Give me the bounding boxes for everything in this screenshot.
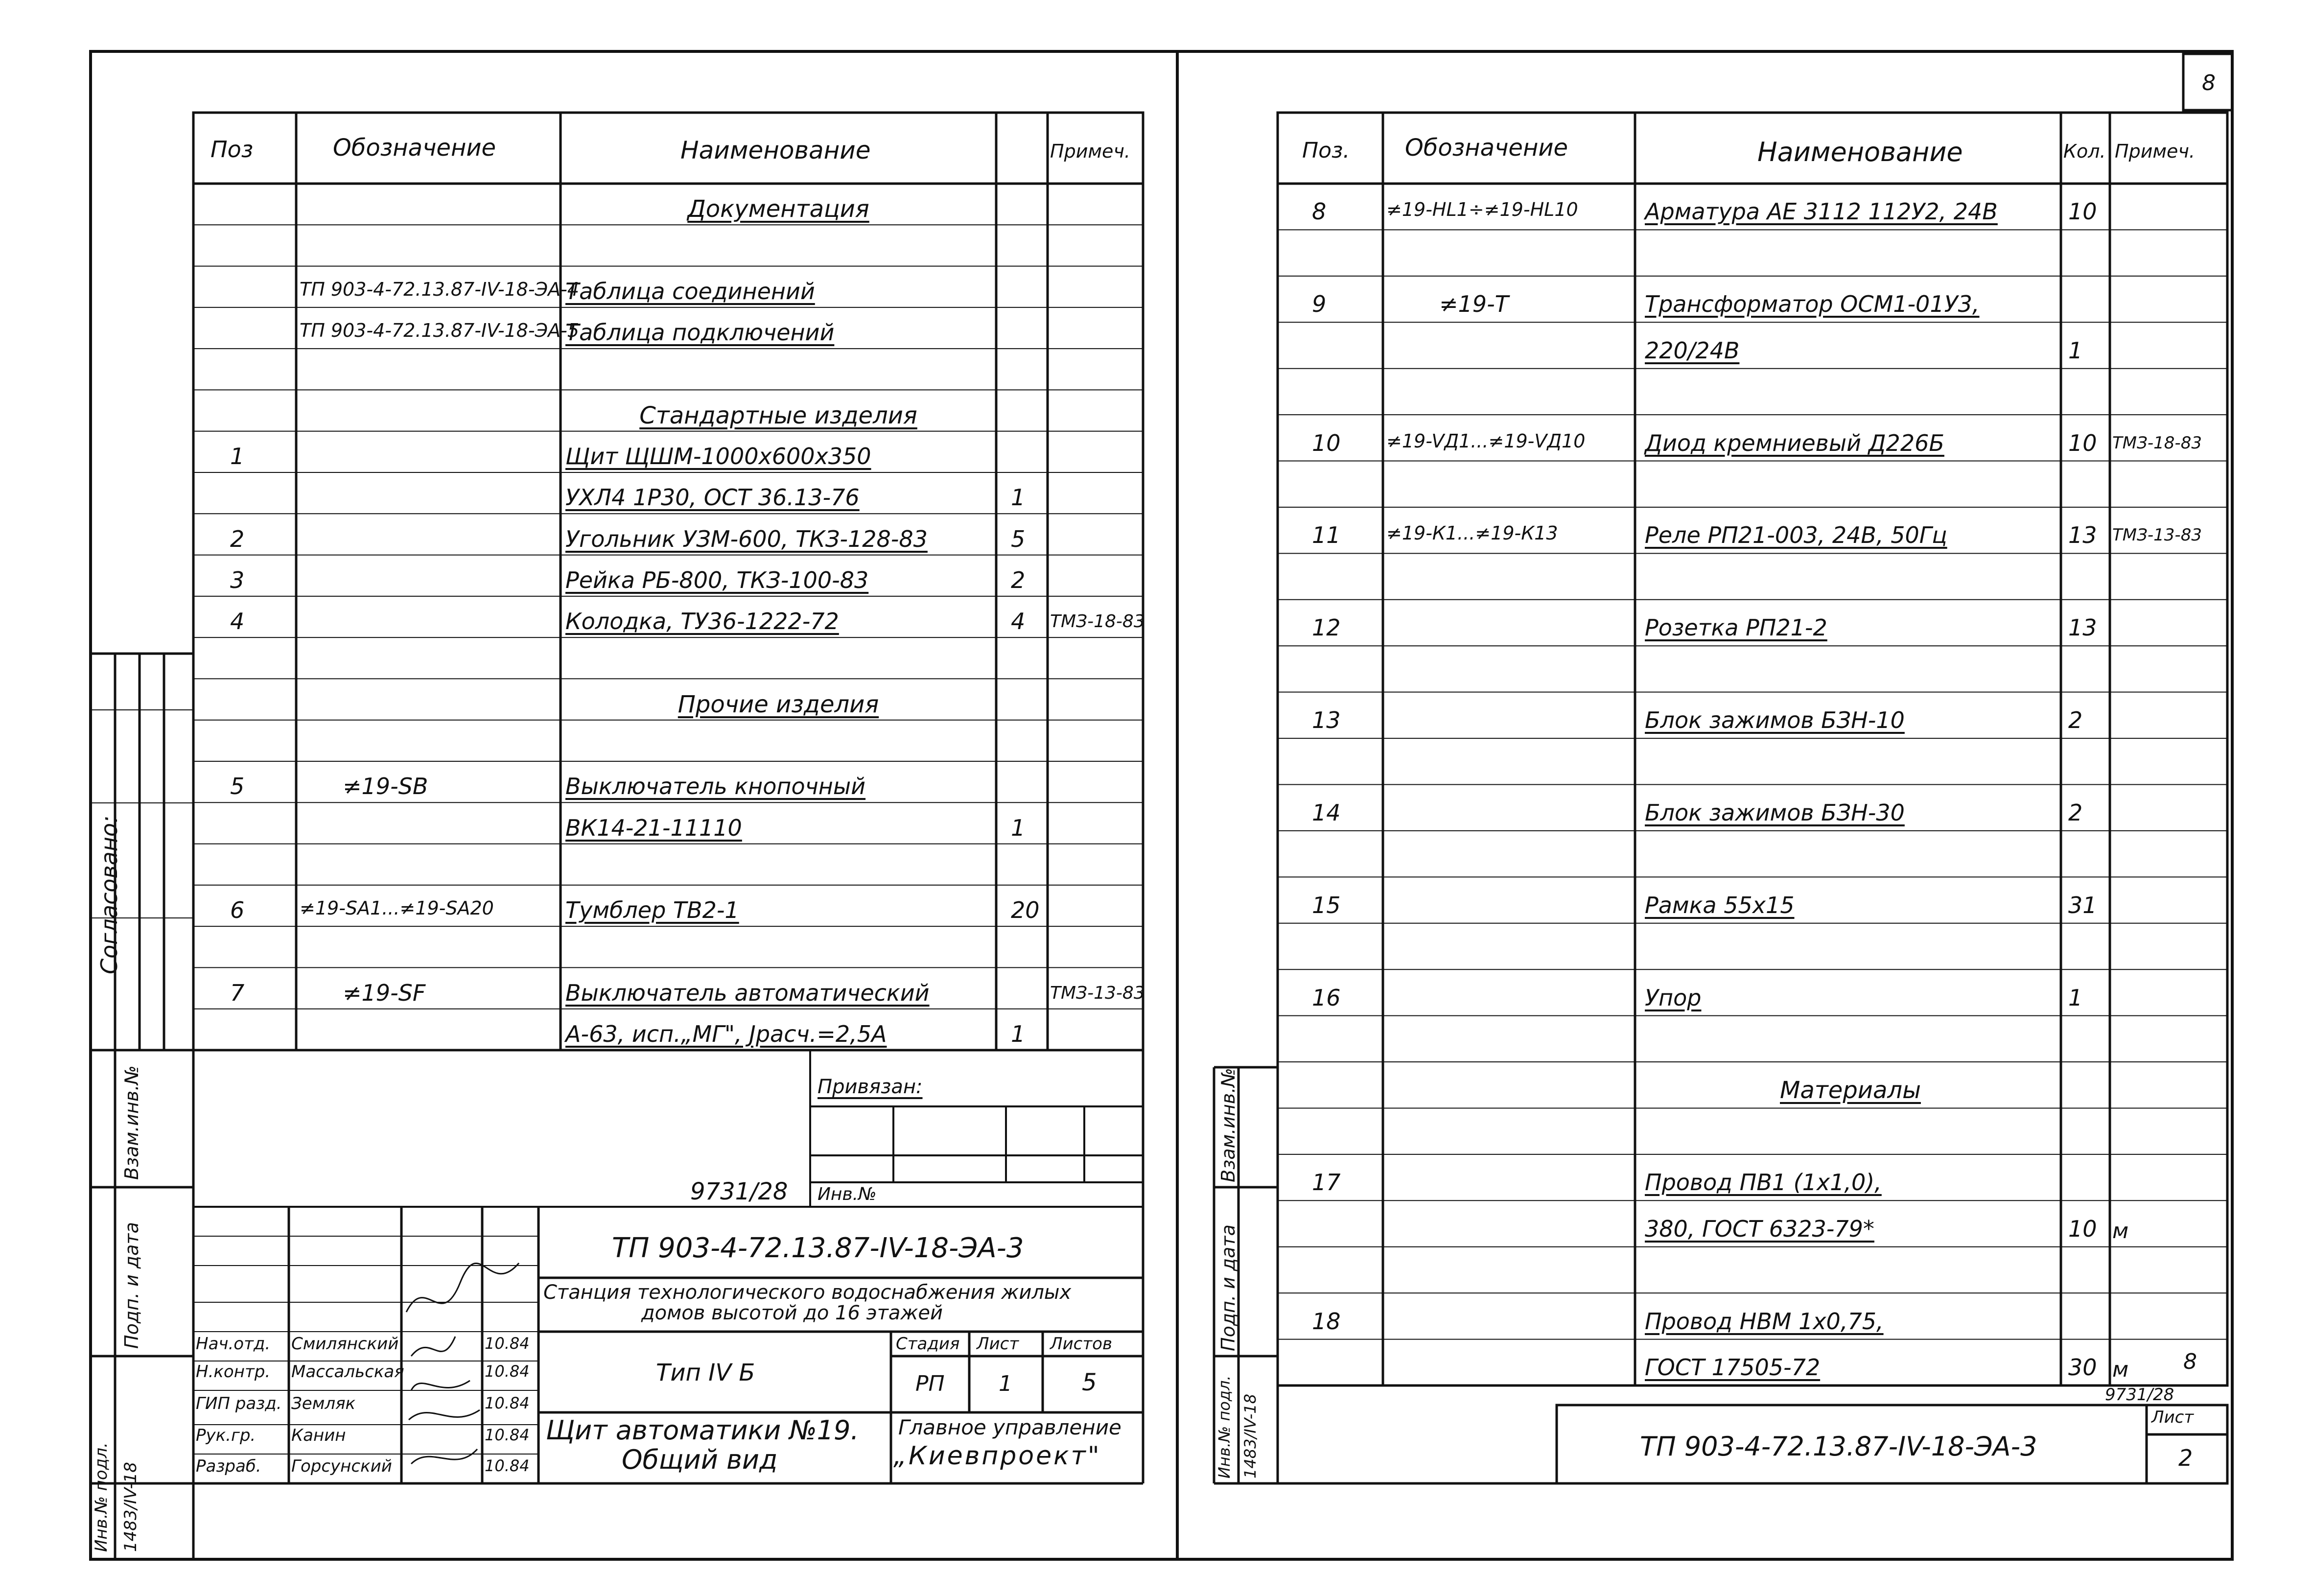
row-name: Провод ПВ1 (1х1,0), [1645,1169,1882,1196]
signer-name: Смилянский [291,1334,399,1354]
row-pos: 13 [1312,707,1341,734]
row-name: Диод кремниевый Д226Б [1645,429,1944,456]
row-code: ≠19-Т [1439,291,1509,318]
privyazan-label: Привязан: [818,1076,923,1098]
inv-podl-label-right: Инв.№ подл. [1215,1375,1234,1479]
row-note: ТМЗ-13-83 [2112,525,2202,545]
row-name: 220/24В [1645,337,1740,364]
row-pos: 8 [1312,198,1327,225]
row-name: Угольник УЗМ-600, ТКЗ-128-83 [565,525,928,552]
row-name: ГОСТ 17505-72 [1645,1354,1821,1381]
agreed-label: Согласовано: [96,815,122,974]
row-qty: 13 [2068,614,2097,641]
row-qty: 2 [2068,799,2083,826]
signer-name: Горсунский [291,1456,392,1476]
section-heading: Стандартные изделия [639,401,917,429]
row-name: Блок зажимов БЗН-10 [1645,707,1905,734]
row-code: ≠19-SB [343,773,428,800]
left-header-pos: Поз [210,136,254,163]
inv-value-left: 1483/IV-18 [121,1462,140,1552]
right-header-note: Примеч. [2115,141,2195,162]
podp-label-right: Подп. и дата [1217,1224,1239,1351]
stamp-mark: 8 [2183,1349,2197,1374]
row-pos: 9 [1312,291,1327,318]
row-pos: 12 [1312,614,1341,641]
row-pos: 16 [1312,984,1341,1011]
signer-date: 10.84 [485,1426,530,1444]
right-header-pos: Поз. [1302,138,1350,163]
row-name: Выключатель кнопочный [565,773,866,800]
drawing-name-1: Щит автоматики №19. [546,1415,859,1446]
row-code: ≠19-HL1÷≠19-HL10 [1386,199,1578,221]
row-name: Рамка 55х15 [1645,892,1795,918]
row-pos: 14 [1312,799,1341,826]
signer-date: 10.84 [485,1334,530,1353]
row-code: ≠19-VД1...≠19-VД10 [1386,430,1586,452]
row-pos: 6 [230,897,245,924]
row-qty: 31 [2068,892,2097,918]
row-qty: 2 [1011,566,1026,593]
row-pos: 18 [1312,1308,1341,1335]
row-name: Розетка РП21-2 [1645,614,1827,641]
row-code: ТП 903-4-72.13.87-IV-18-ЭА-5 [300,320,580,342]
row-qty: 1 [1011,484,1026,511]
row-name: Таблица соединений [565,278,815,305]
row-note: м [2112,1357,2129,1382]
row-name: Выключатель автоматический [565,979,930,1006]
row-note: ТМЗ-18-83 [2112,433,2202,453]
row-name: Рейка РБ-800, ТКЗ-100-83 [565,566,869,593]
row-name: Таблица подключений [565,319,835,346]
row-name: 380, ГОСТ 6323-79* [1645,1215,1874,1242]
row-name: Реле РП21-003, 24В, 50Гц [1645,522,1947,549]
stamp-sheet-label: Лист [2151,1408,2194,1427]
type-label: Тип IV Б [656,1359,755,1386]
row-code: ≠19-SF [343,979,426,1006]
signer-role: Разраб. [196,1456,261,1476]
inv-number-left: 9731/28 [690,1178,788,1205]
row-note: ТМЗ-18-83 [1050,611,1145,632]
sheets-label: Листов [1050,1334,1113,1354]
left-header-name: Наименование [680,136,871,164]
project-line-1: Станция технологического водоснабжения жилых [543,1281,1072,1304]
row-qty: 10 [2068,429,2097,456]
row-name: УХЛ4 1Р30, ОСТ 36.13-76 [565,484,860,511]
row-qty: 10 [2068,198,2097,225]
sheets-value: 5 [1082,1369,1097,1396]
section-heading: Документация [687,195,869,223]
left-header-code: Обозначение [333,134,496,162]
org-line-2: „Киевпроект" [893,1441,1101,1471]
inv-podl-label-left: Инв.№ подл. [92,1442,111,1552]
vzam-label-right: Взам.инв.№ [1217,1068,1239,1182]
row-code: ≠19-SA1...≠19-SA20 [300,897,494,919]
section-heading: Прочие изделия [678,690,879,718]
row-pos: 3 [230,566,245,593]
right-header-code: Обозначение [1405,134,1568,162]
row-name: Колодка, ТУ36-1222-72 [565,608,839,635]
project-line-2: домов высотой до 16 этажей [641,1302,943,1324]
signer-role: ГИП разд. [196,1394,282,1413]
vzam-label-left: Взам.инв.№ [121,1065,142,1180]
row-note: м [2112,1218,2129,1244]
row-name: ВК14-21-11110 [565,814,742,841]
row-qty: 1 [2068,337,2083,364]
row-qty: 13 [2068,522,2097,549]
inv-label-left: Инв.№ [818,1184,877,1204]
signer-name: Земляк [291,1394,356,1413]
doc-code: ТП 903-4-72.13.87-IV-18-ЭА-3 [612,1232,1024,1264]
row-name: Тумблер ТВ2-1 [565,897,739,924]
inv-value-right: 1483/IV-18 [1241,1393,1260,1479]
row-pos: 17 [1312,1169,1341,1196]
row-name: Блок зажимов БЗН-30 [1645,799,1905,826]
row-name: Щит ЩШМ-1000х600х350 [565,443,871,469]
row-qty: 5 [1011,525,1026,552]
right-header-qty: Кол. [2063,141,2106,162]
left-header-note: Примеч. [1050,141,1130,162]
row-qty: 30 [2068,1354,2097,1381]
signer-role: Нач.отд. [196,1334,271,1354]
stage-label: Стадия [896,1334,960,1354]
row-name: Трансформатор ОСМ1-01У3, [1645,291,1980,318]
row-code: ≠19-К1...≠19-К13 [1386,522,1558,544]
row-qty: 10 [2068,1215,2097,1242]
right-header-name: Наименование [1757,137,1963,167]
section-heading: Материалы [1780,1077,1921,1104]
row-qty: 20 [1011,897,1040,924]
drawing-name-2: Общий вид [622,1444,778,1475]
row-pos: 11 [1312,522,1341,549]
podp-label-left: Подп. и дата [121,1222,142,1349]
signer-role: Рук.гр. [196,1426,256,1445]
stamp-sheet-value: 2 [2178,1445,2193,1471]
row-pos: 10 [1312,429,1341,456]
sheet-value: 1 [999,1371,1012,1396]
signer-role: Н.контр. [196,1362,271,1382]
row-pos: 5 [230,773,245,800]
row-note: ТМЗ-13-83 [1050,983,1145,1003]
row-qty: 1 [1011,814,1026,841]
row-pos: 1 [230,443,245,469]
row-name: А-63, исп.„МГ", Jрасч.=2,5А [565,1021,887,1047]
stamp-inv-number: 9731/28 [2105,1385,2174,1405]
row-pos: 2 [230,525,245,552]
signer-date: 10.84 [485,1394,530,1412]
stamp-doc-code: ТП 903-4-72.13.87-IV-18-ЭА-3 [1640,1431,2037,1462]
signer-name: Массальская [291,1362,404,1382]
signer-date: 10.84 [485,1362,530,1381]
row-name: Упор [1645,984,1702,1011]
signer-date: 10.84 [485,1456,530,1475]
row-code: ТП 903-4-72.13.87-IV-18-ЭА-4 [300,278,580,300]
row-qty: 1 [1011,1021,1026,1047]
row-qty: 1 [2068,984,2083,1011]
signer-name: Канин [291,1426,346,1445]
row-qty: 4 [1011,608,1026,635]
row-pos: 7 [230,979,245,1006]
row-pos: 15 [1312,892,1341,918]
org-line-1: Главное управление [898,1415,1121,1439]
sheet-label: Лист [977,1334,1019,1354]
stage-value: РП [915,1371,945,1396]
row-name: Арматура АЕ 3112 112У2, 24В [1645,198,1998,225]
sheet-number: 8 [2202,70,2216,95]
row-pos: 4 [230,608,245,635]
row-qty: 2 [2068,707,2083,734]
row-name: Провод НВМ 1х0,75, [1645,1308,1884,1335]
